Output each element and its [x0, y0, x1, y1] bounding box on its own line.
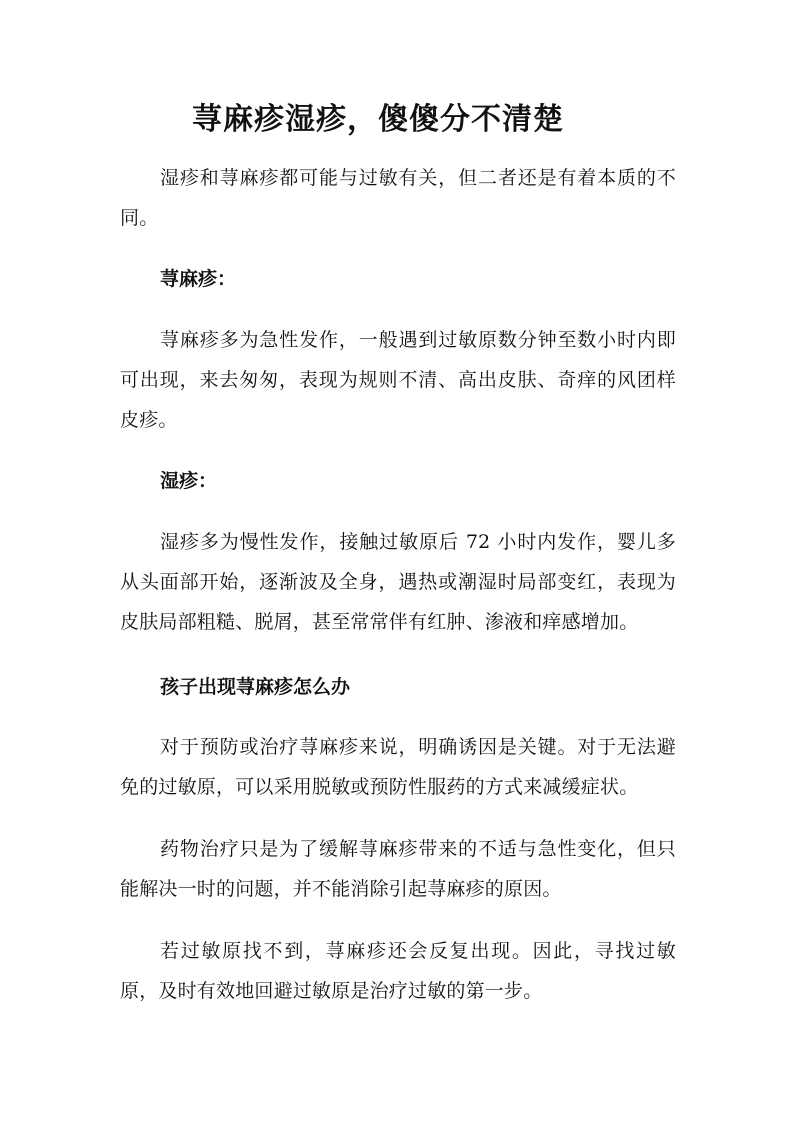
document-title: 荨麻疹湿疹，傻傻分不清楚: [192, 102, 564, 137]
prevention-paragraph: 对于预防或治疗荨麻疹来说，明确诱因是关键。对于无法避免的过敏原，可以采用脱敏或预防性服药的方式来减缓症状。: [120, 736, 676, 798]
eczema-paragraph: 湿疹多为慢性发作，接触过敏原后 72 小时内发作，婴儿多从头面部开始，逐渐波及全身，遇热或潮湿时局部变红，表现为皮肤局部粗糙、脱屑，甚至常常伴有红肿、渗液和痒感增加。: [120, 531, 676, 633]
urticaria-paragraph: 荨麻疹多为急性发作，一般遇到过敏原数分钟至数小时内即可出现，来去匆匆，表现为规则不清、高出皮肤、奇痒的风团样皮疹。: [120, 329, 676, 431]
what-to-do-heading: 孩子出现荨麻疹怎么办: [160, 676, 351, 698]
allergen-paragraph: 若过敏原找不到，荨麻疹还会反复出现。因此，寻找过敏原，及时有效地回避过敏原是治疗过敏的第一步。: [120, 940, 676, 1002]
medication-paragraph: 药物治疗只是为了缓解荨麻疹带来的不适与急性变化，但只能解决一时的问题，并不能消除引起荨麻疹的原因。: [120, 838, 676, 900]
intro-paragraph: 湿疹和荨麻疹都可能与过敏有关，但二者还是有着本质的不同。: [120, 167, 676, 229]
eczema-heading: 湿疹：: [160, 470, 218, 492]
urticaria-heading: 荨麻疹：: [160, 268, 237, 290]
